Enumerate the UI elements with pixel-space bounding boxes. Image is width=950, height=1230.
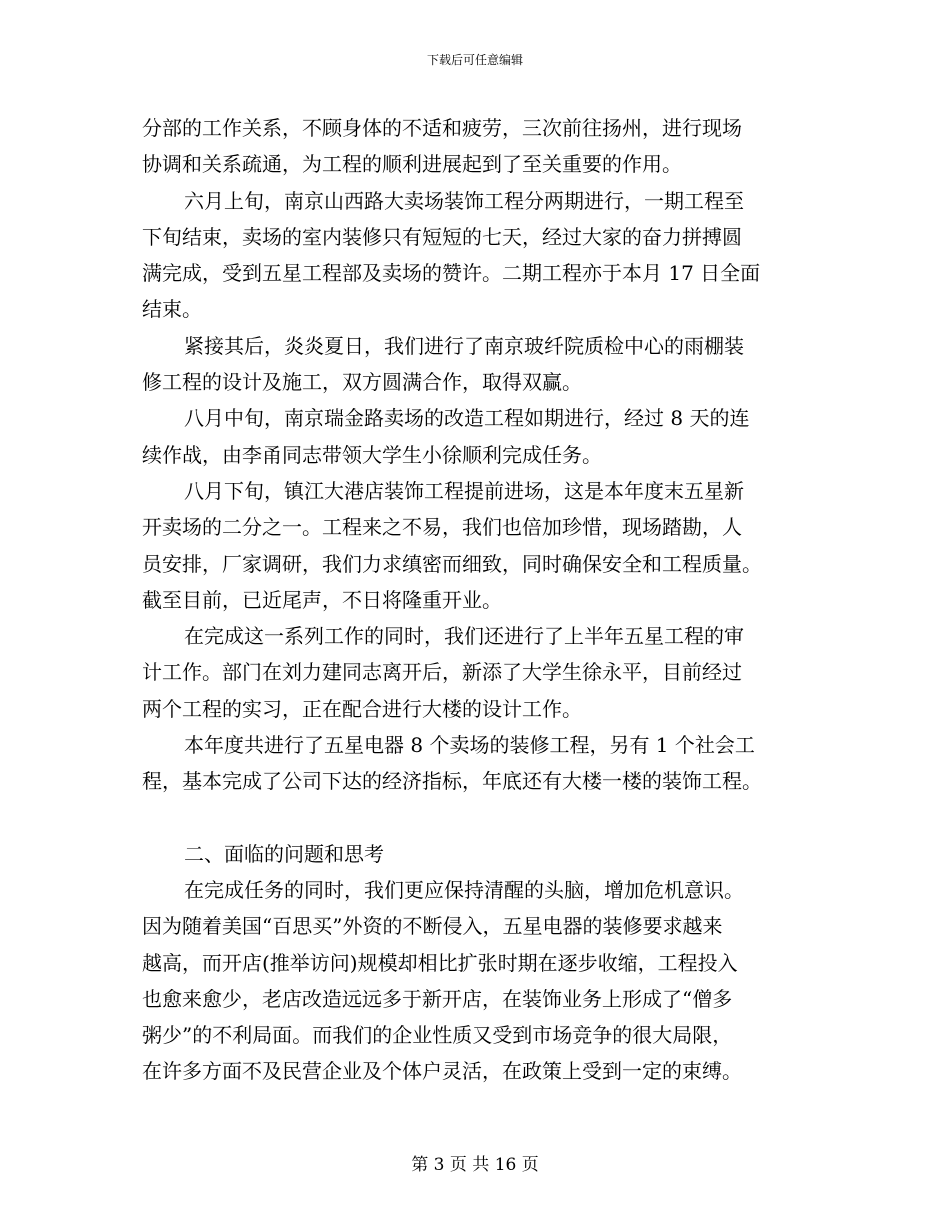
body-line: 本年度共进行了五星电器 8 个卖场的装修工程，另有 1 个社会工: [184, 733, 755, 758]
body-line: 计工作。部门在刘力建同志离开后，新添了大学生徐永平，目前经过: [142, 660, 742, 685]
body-line: 紧接其后，炎炎夏日，我们进行了南京玻纤院质检中心的雨棚装: [184, 333, 744, 358]
body-line: 八月下旬，镇江大港店装饰工程提前进场，这是本年度末五星新: [184, 478, 744, 503]
body-line: 因为随着美国“百思买”外资的不断侵入，五星电器的装修要求越来: [142, 914, 723, 939]
body-line: 结束。: [142, 297, 202, 322]
body-line: 下旬结束，卖场的室内装修只有短短的七天，经过大家的奋力拼搏圆: [142, 224, 742, 249]
body-line: 截至目前，已近尾声，不日将隆重开业。: [142, 587, 502, 612]
body-line: 在许多方面不及民营企业及个体户灵活，在政策上受到一定的束缚。: [142, 1059, 742, 1084]
body-line: 八月中旬，南京瑞金路卖场的改造工程如期进行，经过 8 天的连: [184, 406, 750, 431]
body-line: 在完成这一系列工作的同时，我们还进行了上半年五星工程的审: [184, 624, 744, 649]
body-line: 越高，而开店(推举访问)规模却相比扩张时期在逐步收缩，工程投入: [142, 950, 738, 975]
document-body: [142, 110, 808, 1090]
page-header-note: 下载后可任意编辑: [426, 53, 523, 67]
body-line: 员安排，厂家调研，我们力求缜密而细致，同时确保安全和工程质量。: [142, 551, 762, 576]
page-number: 第 3 页 共 16 页: [411, 1155, 539, 1175]
body-line: 分部的工作关系，不顾身体的不适和疲劳，三次前往扬州，进行现场: [142, 116, 742, 140]
body-line: 粥少”的不利局面。而我们的企业性质又受到市场竞争的很大局限，: [142, 1023, 733, 1048]
body-line: 程，基本完成了公司下达的经济指标，年底还有大楼一楼的装饰工程。: [142, 769, 762, 794]
body-line: 修工程的设计及施工，双方圆满合作，取得双赢。: [142, 370, 582, 395]
body-line: 两个工程的实习，正在配合进行大楼的设计工作。: [142, 696, 582, 721]
body-line: 也愈来愈少，老店改造远远多于新开店，在装饰业务上形成了“僧多: [142, 986, 733, 1011]
section-gap: [142, 800, 808, 836]
section-heading: 二、面临的问题和思考: [184, 841, 384, 866]
body-line: 续作战，由李甬同志带领大学生小徐顺利完成任务。: [142, 442, 602, 467]
body-line: 在完成任务的同时，我们更应保持清醒的头脑，增加危机意识。: [184, 877, 744, 902]
body-line: 满完成，受到五星工程部及卖场的赞许。二期工程亦于本月 17 日全面: [142, 261, 761, 286]
body-line: 六月上旬，南京山西路大卖场装饰工程分两期进行，一期工程至: [184, 188, 744, 213]
body-line: 协调和关系疏通，为工程的顺利进展起到了至关重要的作用。: [142, 152, 682, 177]
body-line: 开卖场的二分之一。工程来之不易，我们也倍加珍惜，现场踏勘，人: [142, 515, 742, 540]
